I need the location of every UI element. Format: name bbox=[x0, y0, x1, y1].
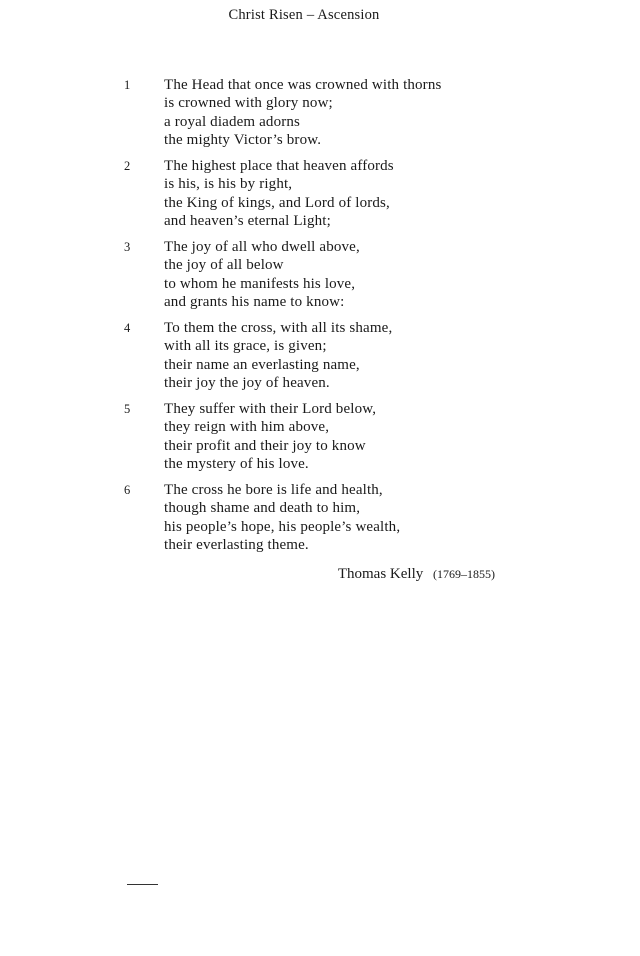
verse-number: 1 bbox=[124, 78, 131, 92]
verse-line: his people’s hope, his people’s wealth, bbox=[164, 518, 401, 535]
verse bbox=[0, 400, 640, 481]
verse-line: their profit and their joy to know bbox=[164, 437, 366, 454]
verse-line: their name an everlasting name, bbox=[164, 356, 360, 373]
footer-rule bbox=[127, 884, 158, 885]
verse bbox=[0, 76, 640, 157]
verse-line: with all its grace, is given; bbox=[164, 338, 327, 355]
verse-line: The highest place that heaven affords bbox=[164, 158, 394, 174]
verse-text bbox=[164, 76, 441, 149]
verse-line: they reign with him above, bbox=[164, 419, 330, 436]
verse-number: 2 bbox=[124, 159, 131, 173]
verse-text bbox=[164, 319, 392, 392]
verse-line: is his, is his by right, bbox=[164, 176, 293, 193]
verse-number: 5 bbox=[124, 402, 131, 416]
hymn-verses bbox=[0, 76, 640, 562]
verse bbox=[0, 481, 640, 562]
author-name: Thomas Kelly bbox=[337, 566, 424, 582]
verse-text bbox=[164, 238, 360, 311]
verse-line: though shame and death to him, bbox=[164, 500, 361, 517]
verse-line: The joy of all who dwell above, bbox=[164, 239, 360, 255]
verse-line: The Head that once was crowned with thorns bbox=[164, 77, 442, 93]
verse-line: and heaven’s eternal Light; bbox=[164, 212, 331, 229]
verse-number: 6 bbox=[124, 483, 131, 497]
verse-text bbox=[164, 400, 376, 473]
verse-line: To them the cross, with all its shame, bbox=[164, 320, 393, 336]
verse-line: They suffer with their Lord below, bbox=[164, 401, 377, 417]
author-dates: (1769–1855) bbox=[433, 567, 495, 581]
verse-text bbox=[164, 157, 394, 230]
verse bbox=[0, 157, 640, 238]
verse-line: the joy of all below bbox=[164, 257, 284, 274]
verse bbox=[0, 238, 640, 319]
running-title: Christ Risen – Ascension bbox=[228, 7, 380, 23]
verse-text bbox=[164, 481, 400, 554]
verse-line: the King of kings, and Lord of lords, bbox=[164, 194, 390, 211]
verse-line: a royal diadem adorns bbox=[164, 113, 301, 130]
verse bbox=[0, 319, 640, 400]
author-attribution bbox=[338, 566, 495, 583]
verse-number: 4 bbox=[124, 321, 131, 335]
verse-line: is crowned with glory now; bbox=[164, 95, 333, 112]
verse-line: their everlasting theme. bbox=[164, 536, 309, 553]
verse-line: the mystery of his love. bbox=[164, 455, 309, 472]
verse-line: to whom he manifests his love, bbox=[164, 275, 356, 292]
verse-line: and grants his name to know: bbox=[164, 293, 345, 310]
verse-line: The cross he bore is life and health, bbox=[164, 482, 383, 498]
verse-line: the mighty Victor’s brow. bbox=[164, 131, 322, 148]
verse-line: their joy the joy of heaven. bbox=[164, 374, 330, 391]
verse-number: 3 bbox=[124, 240, 131, 254]
